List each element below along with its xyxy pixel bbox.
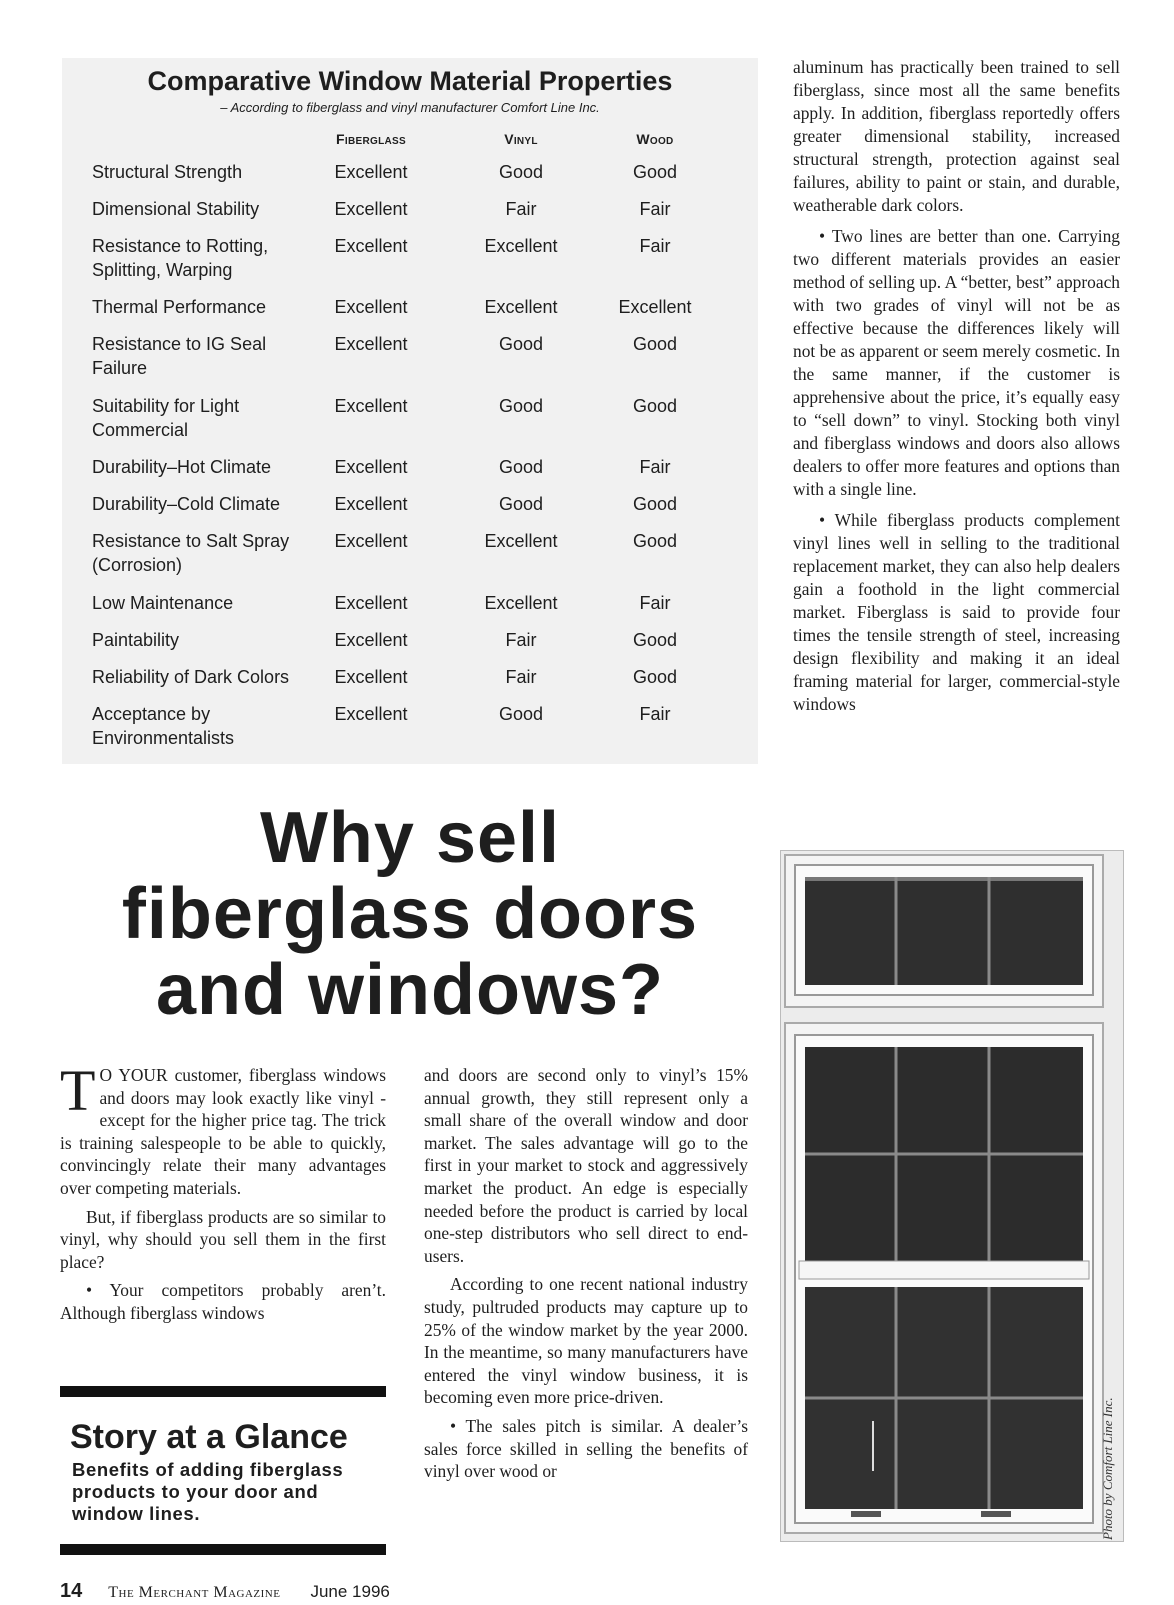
table-subtitle: – According to fiberglass and vinyl manufacturer Comfort Line Inc. — [220, 100, 600, 115]
row-label: Thermal Performance — [92, 297, 267, 317]
cell-wood: Fair — [639, 199, 671, 219]
cell-fiberglass: Excellent — [334, 396, 408, 416]
cell-wood: Good — [632, 396, 678, 416]
glance-title: Story at a Glance — [70, 1418, 348, 1456]
row-label: Resistance to IG Seal Failure — [92, 334, 267, 378]
row-label: Resistance to Salt Spray (Corrosion) — [92, 531, 290, 575]
paragraph: According to one recent national industry study, pultruded products may capture up to 25% of the window market by the year 2000. In the meantime, so many manufacturers have entered the vinyl window business, it is becoming even more price-driven. — [424, 1274, 748, 1408]
cell-wood: Good — [632, 494, 678, 514]
window-image — [781, 851, 1123, 1541]
issue-date: June 1996 — [310, 1582, 390, 1601]
cell-fiberglass: Excellent — [334, 494, 408, 514]
row-label: Dimensional Stability — [92, 199, 260, 219]
cell-wood: Fair — [639, 593, 671, 613]
headline-line: Why sell — [259, 798, 561, 878]
glance-rule-top — [60, 1386, 386, 1397]
row-label: Durability–Hot Climate — [92, 457, 272, 477]
paragraph: • Your competitors probably aren’t. Although fiberglass windows — [60, 1280, 386, 1323]
cell-wood: Good — [632, 667, 678, 687]
cell-vinyl: Excellent — [484, 297, 558, 317]
glance-subtitle: Benefits of adding fiberglass products to your door and window lines. — [72, 1459, 344, 1524]
page-footer — [60, 1580, 390, 1603]
cell-fiberglass: Excellent — [334, 667, 408, 687]
body-column-1 — [60, 1058, 386, 1331]
window-photo — [780, 850, 1124, 1542]
column-header-fiberglass: Fiberglass — [336, 131, 406, 147]
cell-wood: Good — [632, 630, 678, 650]
cell-fiberglass: Excellent — [334, 236, 408, 256]
photo-credit: Photo by Comfort Line Inc. — [1100, 1397, 1115, 1540]
glance-rule-bottom — [60, 1544, 386, 1555]
cell-fiberglass: Excellent — [334, 457, 408, 477]
row-label: Structural Strength — [92, 162, 243, 182]
cell-vinyl: Good — [498, 396, 544, 416]
row-label: Low Maintenance — [92, 593, 234, 613]
row-label: Durability–Cold Climate — [92, 494, 281, 514]
headline-line: and windows? — [156, 950, 664, 1030]
right-column-text — [793, 56, 1120, 724]
cell-wood: Fair — [639, 704, 671, 724]
cell-vinyl: Good — [498, 457, 544, 477]
cell-vinyl: Excellent — [484, 236, 558, 256]
cell-vinyl: Fair — [505, 199, 537, 219]
paragraph: • Two lines are better than one. Carrying two different materials provides an easier method of selling up. A “better, best” approach with two grades of vinyl will not be as effective because the differences likely will not be as apparent or seem merely cosmetic. In the same manner, if the customer is apprehensive about the price, it’s equally easy to “sell down” to vinyl. Stocking both vinyl and fiberglass windows and doors also allows dealers to offer more features and options than with a single line. — [793, 226, 1120, 499]
cell-vinyl: Good — [498, 704, 544, 724]
cell-fiberglass: Excellent — [334, 704, 408, 724]
page-number: 14 — [60, 1580, 83, 1602]
cell-fiberglass: Excellent — [334, 297, 408, 317]
table-title: Comparative Window Material Properties — [147, 66, 673, 96]
cell-wood: Fair — [639, 457, 671, 477]
paragraph — [60, 1058, 386, 1200]
cell-vinyl: Fair — [505, 667, 537, 687]
cell-fiberglass: Excellent — [334, 531, 408, 551]
paragraph: and doors are second only to vinyl’s 15% annual growth, they still represent only a small share of the overall window and door market. The sales advantage will go to the first in your market to stock and aggressively market the product. An edge is especially needed before the product is carried by local one-step distributors who sell direct to end-users. — [424, 1065, 748, 1266]
cell-vinyl: Excellent — [484, 593, 558, 613]
paragraph: • While fiberglass products complement vinyl lines well in selling to the traditional replacement market, they can also help dealers gain a foothold in the light commercial market. Fiberglass is said to provide four times the tensile strength of steel, increasing design flexibility and making it an ideal framing material for larger, commercial-style windows — [793, 510, 1120, 714]
cell-wood: Excellent — [618, 297, 692, 317]
cell-wood: Good — [632, 334, 678, 354]
cell-vinyl: Excellent — [484, 531, 558, 551]
paragraph: But, if fiberglass products are so similar to vinyl, why should you sell them in the first place? — [60, 1206, 386, 1272]
column-header-wood: Wood — [636, 131, 674, 147]
headline-line: fiberglass doors — [121, 874, 699, 954]
paragraph: • The sales pitch is similar. A dealer’s sales force skilled in selling the benefits of vinyl over wood or — [424, 1415, 748, 1482]
cell-wood: Good — [632, 531, 678, 551]
cell-wood: Good — [632, 162, 678, 182]
cell-vinyl: Good — [498, 334, 544, 354]
cell-fiberglass: Excellent — [334, 199, 408, 219]
row-label: Suitability for Light Commercial — [92, 396, 240, 440]
comparison-table — [62, 58, 758, 764]
cell-wood: Fair — [639, 236, 671, 256]
row-label: Resistance to Rotting, Splitting, Warping — [92, 236, 269, 280]
cell-fiberglass: Excellent — [334, 630, 408, 650]
row-label: Paintability — [92, 630, 180, 650]
cell-fiberglass: Excellent — [334, 593, 408, 613]
headline — [60, 800, 760, 1028]
cell-fiberglass: Excellent — [334, 162, 408, 182]
magazine-name: The Merchant Magazine — [108, 1584, 281, 1601]
cell-vinyl: Good — [498, 162, 544, 182]
drop-cap: T — [60, 1058, 96, 1123]
cell-vinyl: Fair — [505, 630, 537, 650]
row-label: Reliability of Dark Colors — [92, 667, 290, 687]
body-column-2 — [424, 1064, 748, 1489]
cell-vinyl: Good — [498, 494, 544, 514]
paragraph: aluminum has practically been trained to sell fiberglass, since most all the same benefits apply. In addition, fiberglass reportedly offers greater dimensional stability, increased structural strength, protection against seal failures, ability to paint or stain, and durable, weatherable dark colors. — [793, 57, 1120, 215]
cell-fiberglass: Excellent — [334, 334, 408, 354]
column-header-vinyl: Vinyl — [504, 131, 538, 147]
paragraph-text: O YOUR customer, fiberglass windows and doors may look exactly like vinyl - except for the higher price tag. The trick is training salespeople to be able to quickly, convincingly relate their many advantages over competing materials. — [60, 1065, 386, 1198]
row-label: Acceptance by Environmentalists — [92, 704, 235, 748]
